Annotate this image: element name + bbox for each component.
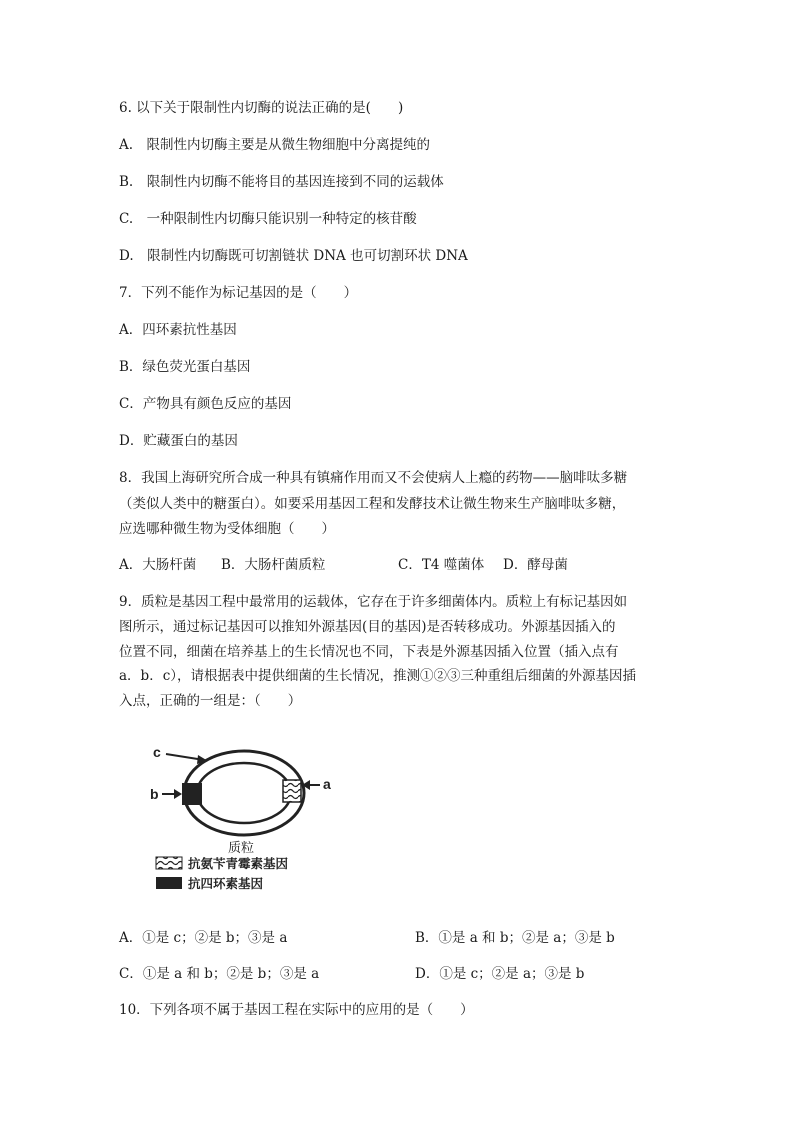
question-7-stem: 7．下列不能作为标记基因的是（ ） [119,285,358,301]
question-8-stem-line-1: 8．我国上海研究所合成一种具有镇痛作用而又不会使病人上瘾的药物——脑啡呔多糖 [119,470,628,486]
question-7-option-d: D．贮藏蛋白的基因 [119,433,238,449]
question-8-stem-line-2: （类似人类中的糖蛋白）。如要采用基因工程和发酵技术让微生物来生产脑啡呔多糖， [119,496,626,512]
label-b: b [150,786,159,802]
question-8-option-c: C．T4 噬菌体 [398,557,485,573]
question-9-stem-line-2: 图所示，通过标记基因可以推知外源基因(目的基因)是否转移成功。外源基因插入的 [119,619,616,635]
question-7-option-c: C．产物具有颜色反应的基因 [119,396,292,412]
question-8-option-d: D．酵母菌 [503,557,568,573]
question-9-option-a: A．①是 c；②是 b；③是 a [119,930,288,946]
plasmid-figure [148,740,338,900]
ampicillin-gene-block [283,780,301,802]
question-8-option-b: B．大肠杆菌质粒 [221,557,326,573]
plasmid-inner-ring [197,763,291,823]
legend-amp-label: 抗氨苄青霉素基因 [188,856,289,871]
question-9-stem-line-3: 位置不同，细菌在培养基上的生长情况也不同，下表是外源基因插入位置（插入点有 [119,644,619,660]
question-6-stem: 6. 以下关于限制性内切酶的说法正确的是( ) [119,100,404,116]
question-6-option-c: C. 一种限制性内切酶只能识别一种特定的核苷酸 [119,211,417,227]
label-c: c [153,744,161,760]
question-9-stem-line-4: a．b．c），请根据表中提供细菌的生长情况，推测①②③三种重组后细菌的外源基因插 [119,668,637,684]
question-9-option-d: D．①是 c；②是 a；③是 b [415,966,585,982]
question-9-stem-line-1: 9．质粒是基因工程中最常用的运载体，它存在于许多细菌体内。质粒上有标记基因如 [119,594,628,610]
question-6-option-a: A. 限制性内切酶主要是从微生物细胞中分离提纯的 [119,137,431,153]
legend-tet-swatch [156,877,182,889]
question-9-stem-line-5: 入点，正确的一组是：（ ） [119,693,302,709]
plasmid-diagram [148,740,338,900]
question-7-option-a: A．四环素抗性基因 [119,322,237,338]
arrow-b-head [174,789,182,799]
plasmid-caption: 质粒 [228,841,255,856]
question-7-option-b: B．绿色荧光蛋白基因 [119,359,251,375]
question-9-option-c: C．①是 a 和 b；②是 b；③是 a [119,966,320,982]
tetracycline-gene-block [182,783,202,805]
question-6-option-d: D. 限制性内切酶既可切割链状 DNA 也可切割环状 DNA [119,248,468,264]
legend-tet-label: 抗四环素基因 [188,876,264,891]
question-9-option-b: B．①是 a 和 b；②是 a；③是 b [415,930,615,946]
question-6-option-b: B. 限制性内切酶不能将目的基因连接到不同的运载体 [119,174,444,190]
question-10-stem: 10．下列各项不属于基因工程在实际中的应用的是（ ） [119,1002,474,1018]
legend-amp-swatch [156,857,182,869]
question-8-option-a: A．大肠杆菌 [119,557,197,573]
question-8-stem-line-3: 应选哪种微生物为受体细胞（ ） [119,521,335,537]
label-a: a [323,776,331,792]
